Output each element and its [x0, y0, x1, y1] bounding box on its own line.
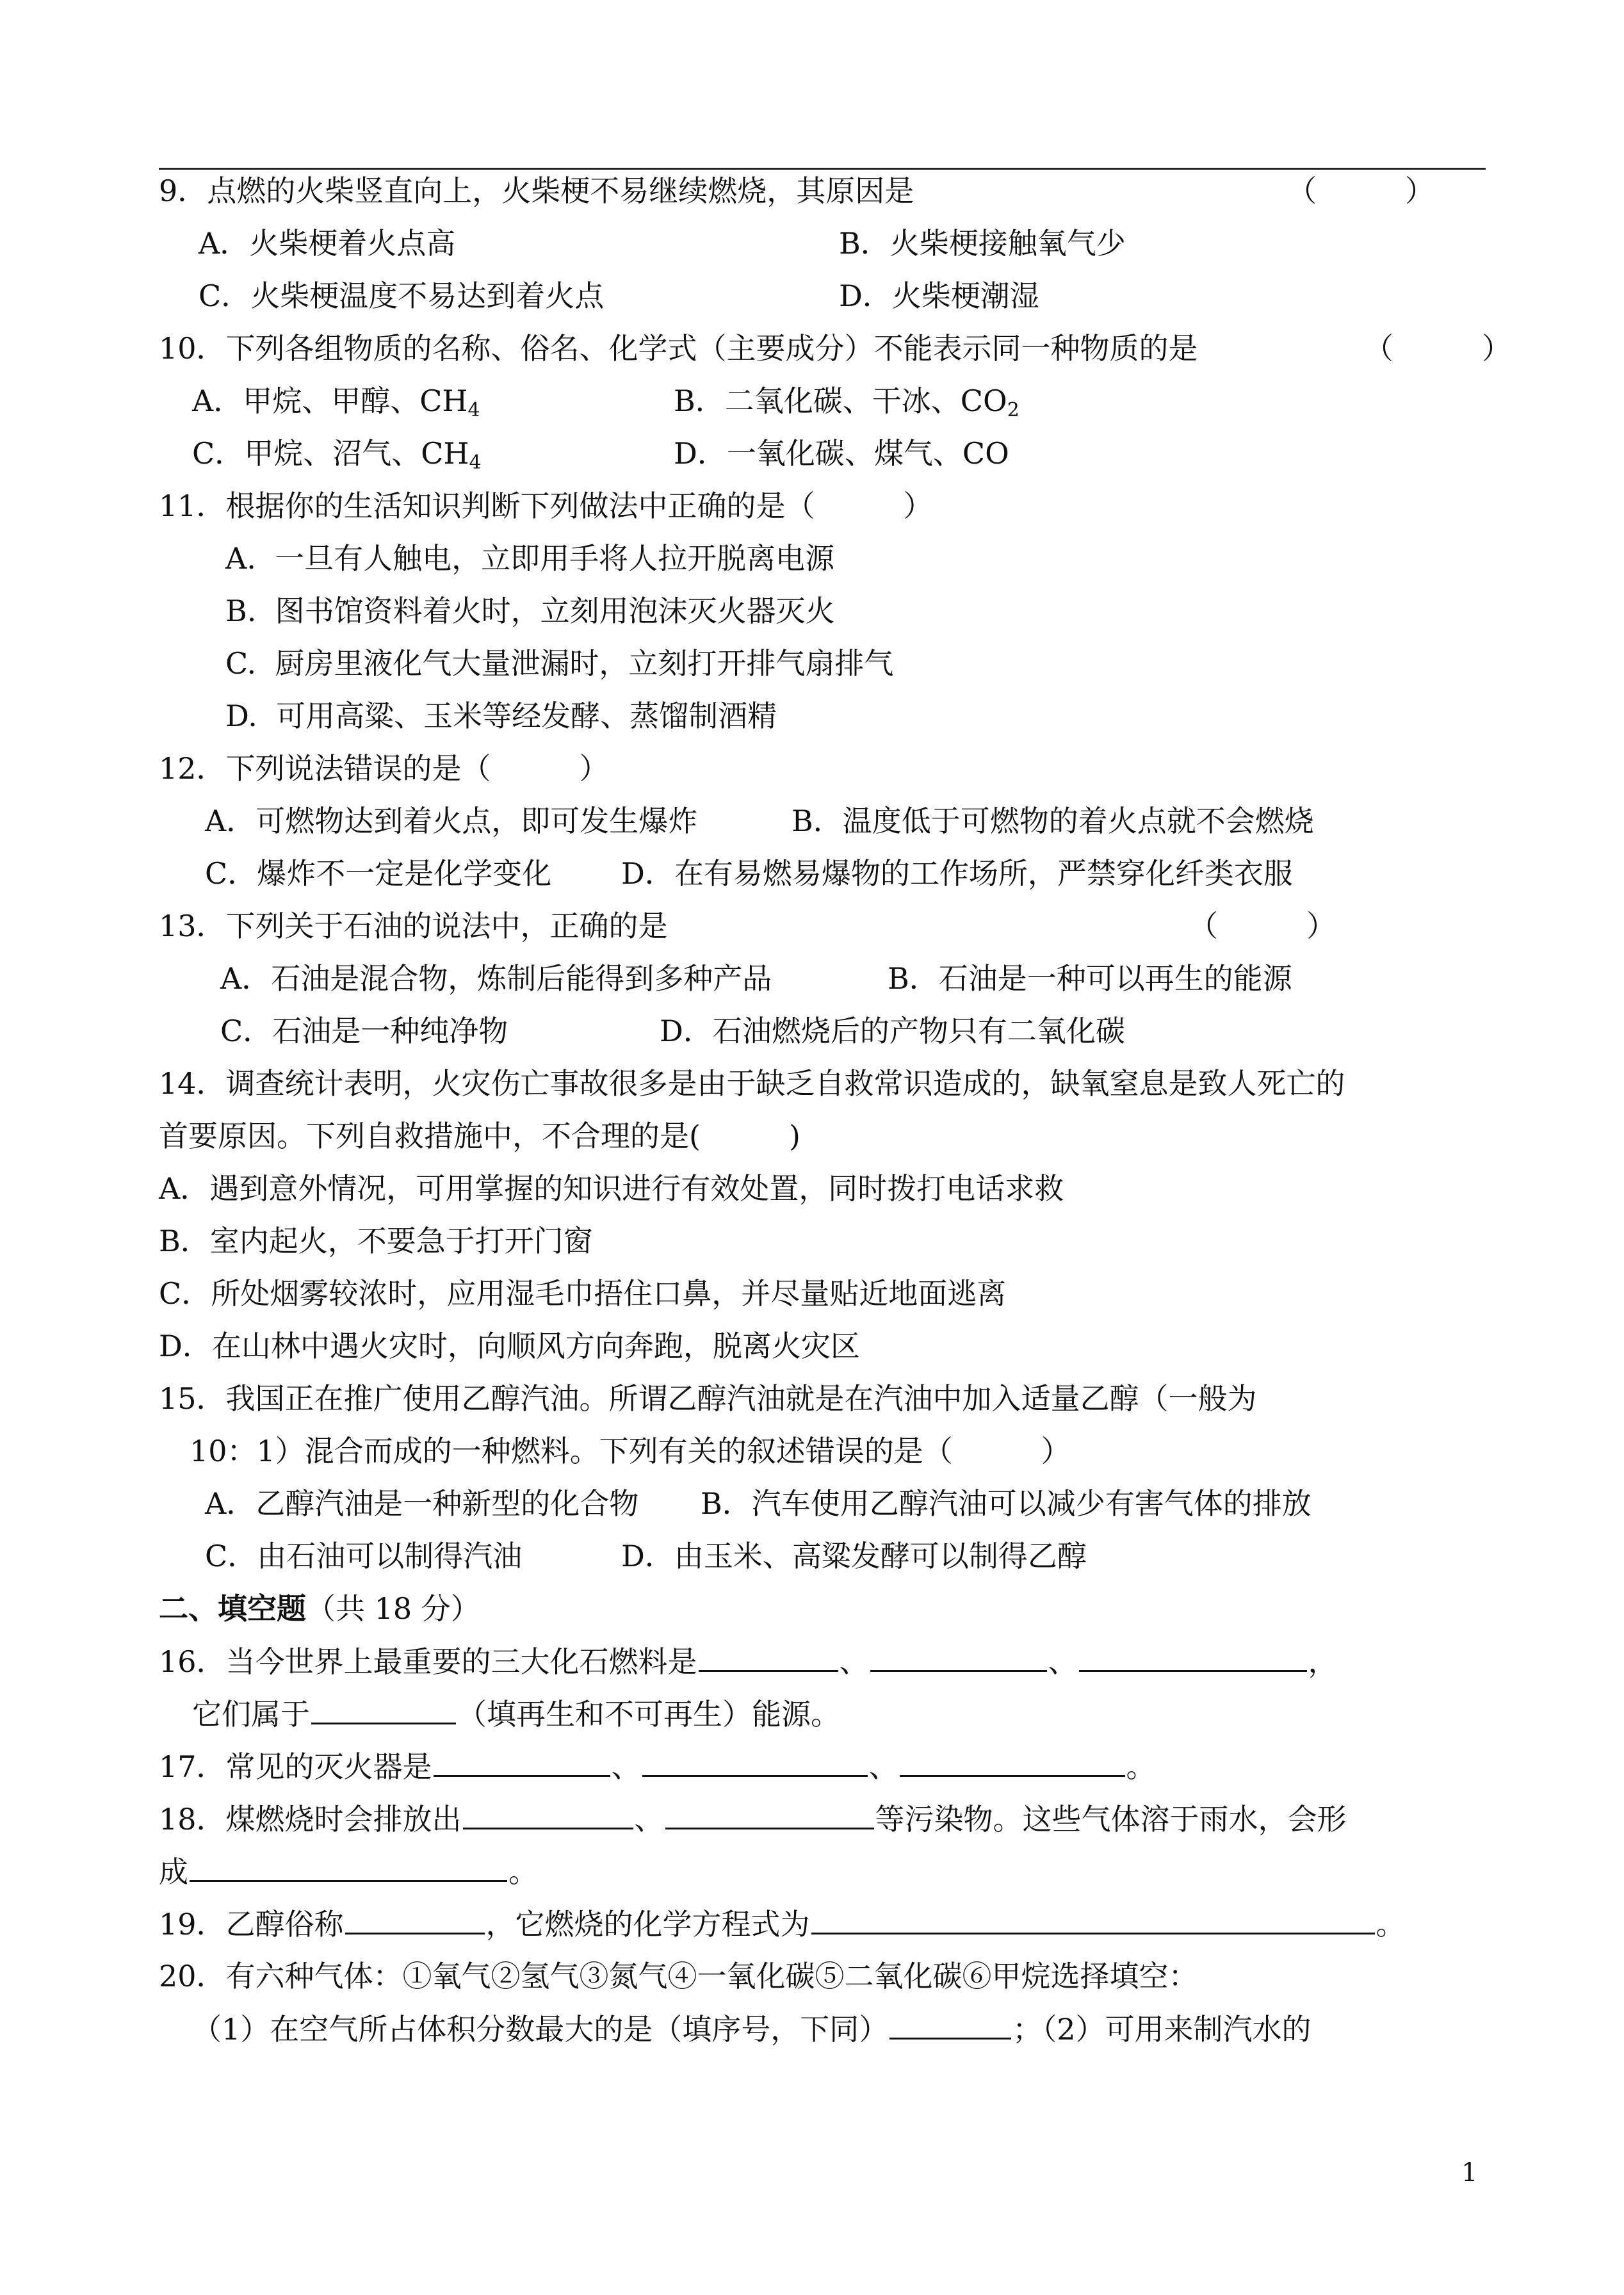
q20-stem: 20．有六种气体：①氧气②氢气③氮气④一氧化碳⑤二氧化碳⑥甲烷选择填空： [159, 1959, 1198, 1993]
q10-stem: 10．下列各组物质的名称、俗名、化学式（主要成分）不能表示同一种物质的是 [159, 331, 1198, 366]
q12-option-c: C．爆炸不一定是化学变化 [205, 856, 552, 891]
q14-option-a: A．遇到意外情况，可用掌握的知识进行有效处置，同时拨打电话求救 [159, 1171, 1064, 1206]
q19-blank-1[interactable] [345, 1904, 485, 1934]
q18-blank-3[interactable] [190, 1852, 507, 1882]
q17-blank-2[interactable] [642, 1747, 868, 1777]
q11-option-b: B. 图书馆资料着火时，立刻用泡沫灭火器灭火 [225, 594, 835, 628]
q13-option-b: B．石油是一种可以再生的能源 [888, 961, 1292, 996]
q17-line: 17．常见的灭火器是 、 、 。 [159, 1747, 1156, 1786]
q9-paren: （ ） [1287, 174, 1434, 208]
q13-paren: （ ） [1189, 909, 1336, 943]
q13-option-d: D．石油燃烧后的产物只有二氧化碳 [660, 1014, 1125, 1048]
q14-stem-line2: 首要原因。下列自救措施中，不合理的是( ) [159, 1119, 800, 1153]
q9-stem: 9．点燃的火柴竖直向上，火柴梗不易继续燃烧，其原因是 [159, 174, 914, 208]
q16-blank-2[interactable] [870, 1642, 1047, 1672]
q15-stem-line2: 10：1）混合而成的一种燃料。下列有关的叙述错误的是（ ） [190, 1434, 1071, 1468]
q16-line2: 它们属于 （填再生和不可再生）能源。 [192, 1694, 840, 1733]
q14-stem-line1: 14．调查统计表明，火灾伤亡事故很多是由于缺乏自救常识造成的，缺氧窒息是致人死亡的 [159, 1066, 1345, 1101]
q12-stem: 12．下列说法错误的是（ ） [159, 751, 609, 786]
q9-option-a: A．火柴梗着火点高 [199, 226, 456, 261]
q11-stem: 11．根据你的生活知识判断下列做法中正确的是（ ） [159, 489, 933, 523]
q19-line: 19．乙醇俗称 ，它燃烧的化学方程式为 。 [159, 1904, 1406, 1943]
q15-option-b: B．汽车使用乙醇汽油可以减少有害气体的排放 [701, 1486, 1311, 1521]
q13-option-a: A．石油是混合物，炼制后能得到多种产品 [220, 961, 772, 996]
q16-blank-4[interactable] [311, 1694, 456, 1724]
q12-option-a: A．可燃物达到着火点，即可发生爆炸 [205, 804, 698, 838]
q20-line2: （1）在空气所占体积分数最大的是（填序号，下同） ；（2）可用来制汽水的 [192, 2009, 1311, 2048]
q18-blank-2[interactable] [665, 1799, 874, 1829]
q12-option-d: D．在有易燃易爆物的工作场所，严禁穿化纤类衣服 [621, 856, 1293, 891]
q12-option-b: B．温度低于可燃物的着火点就不会燃烧 [792, 804, 1314, 838]
q10-option-d: D．一氧化碳、煤气、CO [674, 436, 1009, 471]
q15-option-a: A．乙醇汽油是一种新型的化合物 [205, 1486, 639, 1521]
q16-blank-1[interactable] [699, 1642, 838, 1672]
q9-option-b: B．火柴梗接触氧气少 [839, 226, 1126, 261]
q11-option-a: A. 一旦有人触电，立即用手将人拉开脱离电源 [225, 541, 835, 576]
q10-option-b: B．二氧化碳、干冰、$CO_2$ [674, 384, 1019, 421]
q18-line1: 18．煤燃烧时会排放出 、 等污染物。这些气体溶于雨水，会形 [159, 1799, 1347, 1838]
q16-blank-3[interactable] [1079, 1642, 1307, 1672]
q15-option-c: C．由石油可以制得汽油 [205, 1539, 523, 1573]
q9-option-d: D．火柴梗潮湿 [839, 279, 1039, 313]
q14-option-d: D．在山林中遇火灾时，向顺风方向奔跑，脱离火灾区 [159, 1329, 860, 1363]
header-rule [159, 168, 1486, 170]
q19-blank-2[interactable] [811, 1904, 1375, 1934]
q10-paren: （ ） [1364, 331, 1511, 366]
q20-blank-1[interactable] [889, 2009, 1011, 2040]
q13-option-c: C．石油是一种纯净物 [220, 1014, 508, 1048]
q10-option-c: C．甲烷、沼气、$CH_4$ [192, 436, 482, 474]
page-number: 1 [1461, 2158, 1478, 2187]
q18-blank-1[interactable] [463, 1799, 633, 1829]
q18-line2: 成 。 [159, 1852, 538, 1891]
q14-option-b: B．室内起火，不要急于打开门窗 [159, 1224, 593, 1258]
q9-option-c: C．火柴梗温度不易达到着火点 [199, 279, 605, 313]
q13-stem: 13．下列关于石油的说法中，正确的是 [159, 909, 668, 943]
q14-option-c: C．所处烟雾较浓时，应用湿毛巾捂住口鼻，并尽量贴近地面逃离 [159, 1276, 1007, 1311]
q10-option-a: A．甲烷、甲醇、$CH_4$ [192, 384, 480, 421]
q15-stem-line1: 15．我国正在推广使用乙醇汽油。所谓乙醇汽油就是在汽油中加入适量乙醇（一般为 [159, 1381, 1257, 1416]
q17-blank-1[interactable] [434, 1747, 610, 1777]
q15-option-d: D．由玉米、高粱发酵可以制得乙醇 [621, 1539, 1087, 1573]
q11-option-d: D. 可用高粱、玉米等经发酵、蒸馏制酒精 [225, 699, 777, 733]
q17-blank-3[interactable] [900, 1747, 1125, 1777]
q11-option-c: C. 厨房里液化气大量泄漏时，立刻打开排气扇排气 [225, 646, 894, 681]
q16-line1: 16．当今世界上最重要的三大化石燃料是 、 、 ， [159, 1642, 1338, 1681]
section2-heading: 二、填空题（共 18 分） [159, 1591, 480, 1626]
